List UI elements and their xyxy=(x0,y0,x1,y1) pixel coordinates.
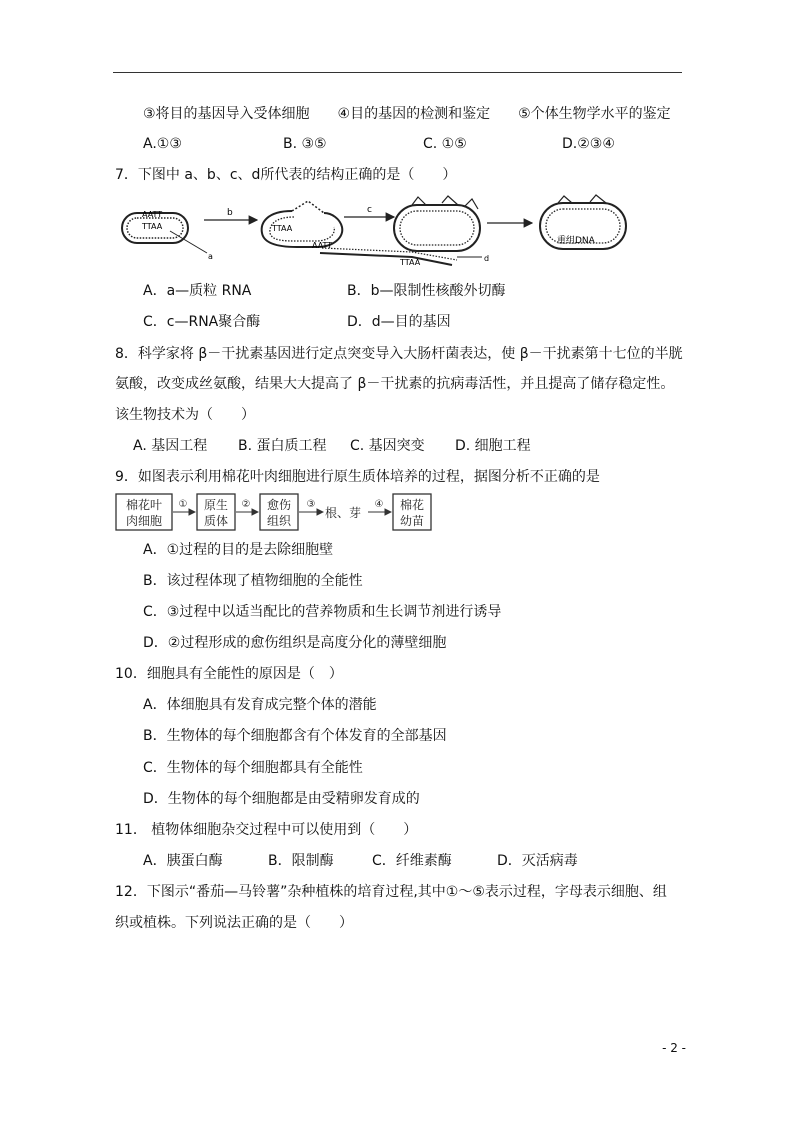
box1-line1: 棉花叶 xyxy=(125,498,163,512)
q6-choice-b[interactable]: B. ③⑤ xyxy=(283,136,327,152)
q8-choice-d[interactable]: D. 细胞工程 xyxy=(455,438,531,454)
label-c: c xyxy=(367,205,372,215)
q9-stem: 9．如图表示利用棉花叶肉细胞进行原生质体培养的过程，据图分析不正确的是 xyxy=(115,469,600,485)
seq-aatt-1: AATT xyxy=(142,210,163,219)
box3-line2: 组织 xyxy=(266,514,292,528)
step3-label: ③ xyxy=(306,499,316,510)
q8-choice-a[interactable]: A. 基因工程 xyxy=(133,438,208,454)
q10-choice-c[interactable]: C．生物体的每个细胞都具有全能性 xyxy=(143,760,363,776)
step1-label: ① xyxy=(178,499,188,510)
q9-flow-diagram xyxy=(113,491,443,533)
q12-stem-line1: 12．下图示“番茄—马铃薯”杂种植株的培育过程,其中①～⑤表示过程，字母表示细胞、组 xyxy=(115,884,667,900)
q9-choice-a[interactable]: A．①过程的目的是去除细胞壁 xyxy=(143,542,334,558)
q10-choice-b[interactable]: B．生物体的每个细胞都含有个体发育的全部基因 xyxy=(143,728,447,744)
roots-shoots-label: 根、芽 xyxy=(325,506,362,520)
q11-choice-b[interactable]: B．限制酶 xyxy=(268,853,334,869)
header-rule xyxy=(113,72,682,73)
q10-choice-a[interactable]: A．体细胞具有发育成完整个体的潜能 xyxy=(143,697,377,713)
q8-stem-line2: 氨酸，改变成丝氨酸，结果大大提高了 β－干扰素的抗病毒活性，并且提高了储存稳定性。 xyxy=(115,376,675,392)
q6-choice-d[interactable]: D.②③④ xyxy=(562,136,615,152)
q8-stem-line1: 8．科学家将 β－干扰素基因进行定点突变导入大肠杆菌表达，使 β－干扰素第十七位的半胱 xyxy=(115,346,683,362)
q7-choice-a[interactable]: A．a—质粒 RNA xyxy=(143,283,252,299)
label-a: a xyxy=(208,252,213,261)
q7-choice-d[interactable]: D．d—目的基因 xyxy=(347,314,451,330)
q6-choice-c[interactable]: C. ①⑤ xyxy=(423,136,467,152)
q10-stem: 10．细胞具有全能性的原因是（ ） xyxy=(115,666,343,682)
seq-aatt-2: AATT xyxy=(312,241,333,250)
q9-choice-d[interactable]: D．②过程形成的愈伤组织是高度分化的薄壁细胞 xyxy=(143,635,447,651)
q6-options-line: ③将目的基因导入受体细胞 ④目的基因的检测和鉴定 ⑤个体生物学水平的鉴定 xyxy=(143,106,671,122)
seq-ttaa-1: TTAA xyxy=(142,222,163,231)
page-number: - 2 - xyxy=(662,1041,686,1055)
q11-stem: 11． 植物体细胞杂交过程中可以使用到（ ） xyxy=(115,822,418,838)
step2-label: ② xyxy=(241,499,251,510)
box2-line2: 质体 xyxy=(203,514,229,528)
q6-choice-a[interactable]: A.①③ xyxy=(143,136,182,152)
label-d: d xyxy=(484,254,490,263)
box4-line2: 幼苗 xyxy=(399,514,425,528)
box1-line2: 肉细胞 xyxy=(125,514,163,528)
q9-choice-c[interactable]: C．③过程中以适当配比的营养物质和生长调节剂进行诱导 xyxy=(143,604,502,620)
q7-figure xyxy=(112,193,672,268)
q7-stem: 7．下图中 a、b、c、d所代表的结构正确的是（ ） xyxy=(115,167,457,183)
seq-ttaa-3: TTAA xyxy=(400,258,421,267)
q11-choice-a[interactable]: A．胰蛋白酶 xyxy=(143,853,223,869)
box2-line1: 原生 xyxy=(203,498,229,512)
box4-line1: 棉花 xyxy=(399,498,425,512)
annealing-plasmid xyxy=(394,196,480,251)
label-b: b xyxy=(227,208,233,218)
q7-choice-c[interactable]: C．c—RNA聚合酶 xyxy=(143,314,261,330)
q11-choice-c[interactable]: C．纤维素酶 xyxy=(372,853,452,869)
q10-choice-d[interactable]: D．生物体的每个细胞都是由受精卵发育成的 xyxy=(143,791,420,807)
q8-choice-c[interactable]: C. 基因突变 xyxy=(350,438,425,454)
label-recombinant-dna: 重组DNA xyxy=(557,236,595,246)
q9-choice-b[interactable]: B．该过程体现了植物细胞的全能性 xyxy=(143,573,363,589)
q8-stem-line3: 该生物技术为（ ） xyxy=(115,407,255,423)
q11-choice-d[interactable]: D．灭活病毒 xyxy=(497,853,578,869)
seq-ttaa-2: TTAA xyxy=(272,224,293,233)
box3-line1: 愈伤 xyxy=(266,498,292,512)
q12-stem-line2: 织或植株。下列说法正确的是（ ） xyxy=(115,915,353,931)
step4-label: ④ xyxy=(374,499,384,510)
q7-choice-b[interactable]: B．b—限制性核酸外切酶 xyxy=(347,283,506,299)
q8-choice-b[interactable]: B. 蛋白质工程 xyxy=(238,438,327,454)
